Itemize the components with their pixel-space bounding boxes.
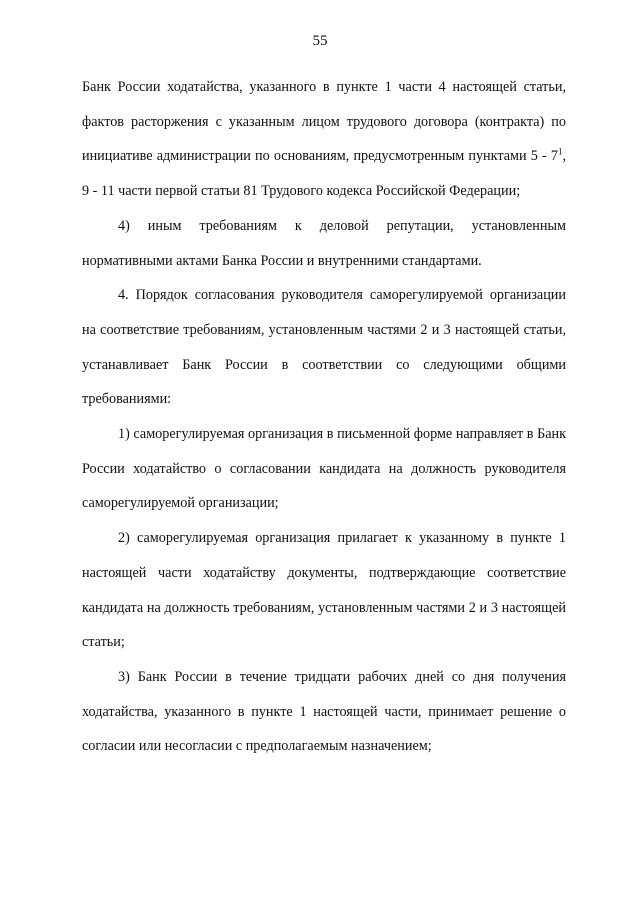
page-number: 55 [312, 33, 328, 49]
paragraph-text-tail: , 9 - 11 части первой статьи 81 Трудового кодекса Российской Федерации; [82, 148, 566, 200]
paragraph-item-2: 2) саморегулируемая организация прилагает к указанному в пункте 1 настоящей части ходатайству документы, подтверждающие соответствие кандидата на должность требованиям, установленным частями 2 и 3 настоящей статьи; [82, 530, 566, 651]
document-body [82, 70, 566, 764]
paragraph-item-3: 3) Банк России в течение тридцати рабочих дней со дня получения ходатайства, указанного в пункте 1 настоящей части, принимает решение о согласии или несогласии с предполагаемым назначением; [82, 668, 566, 755]
superscript: 1 [557, 146, 563, 157]
paragraph-continuation [82, 70, 566, 209]
paragraph-item-4: 4) иным требованиям к деловой репутации, установленным нормативными актами Банка России и внутренними стандартами. [82, 217, 566, 269]
paragraph-item-1: 1) саморегулируемая организация в письменной форме направляет в Банк России ходатайство о согласовании кандидата на должность руководителя саморегулируемой организации; [82, 426, 566, 512]
paragraph-section-4: 4. Порядок согласования руководителя саморегулируемой организации на соответствие требованиям, установленным частями 2 и 3 настоящей статьи, устанавливает Банк России в соответствии со следующими общими требованиями: [82, 287, 566, 408]
paragraph-text: Банк России ходатайства, указанного в пункте 1 части 4 настоящей статьи, фактов расторжения с указанным лицом трудового договора (контракта) по инициативе администрации по основаниям, предусмотренным пунктами 5 - 7 [82, 79, 566, 165]
